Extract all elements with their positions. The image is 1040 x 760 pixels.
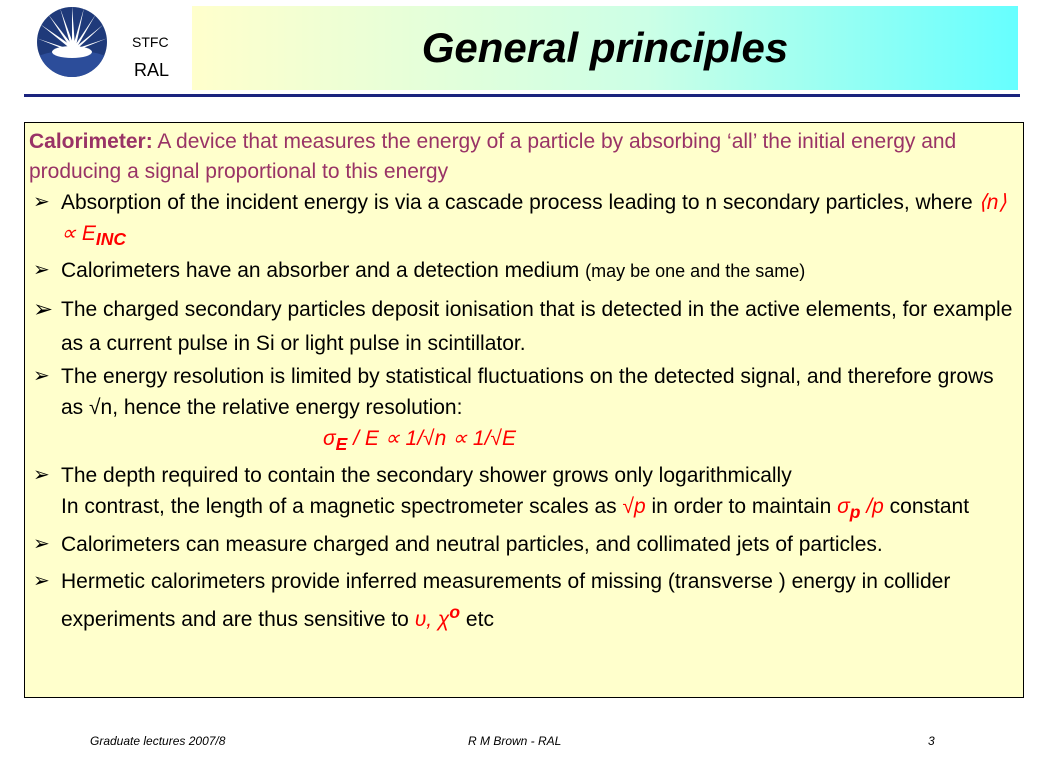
arrow-bullet-icon: ➢ bbox=[33, 296, 54, 324]
bullet-text: Absorption of the incident energy is via a cascade process leading to n secondary particles, where bbox=[61, 191, 979, 214]
bullet-depth: ➢ The depth required to contain the secondary shower grows only logarithmically In contrast, the length of a magnetic spectrometer scales as √p in order to maintain $\sigma_p$ /p constant bbox=[29, 460, 1015, 528]
title-bar bbox=[192, 6, 1018, 90]
arrow-bullet-icon: ➢ bbox=[33, 259, 50, 282]
org-name-top: STFC bbox=[132, 34, 169, 50]
bullet-text: The depth required to contain the secondary shower grows only logarithmically bbox=[61, 464, 792, 488]
arrow-bullet-icon: ➢ bbox=[33, 464, 50, 487]
definition-text: A device that measures the energy of a particle by absorbing ‘all’ the initial energy and producing a signal proportional to this energy bbox=[29, 130, 957, 183]
slide-title: General principles bbox=[421, 24, 789, 71]
cascade-formula: ⟨n⟩ ∝ $E_{INC}$ bbox=[61, 191, 1007, 250]
bullet-text: The charged secondary particles deposit ionisation that is detected in the active elements, for example as a current pulse in Si or light pulse in scintillator. bbox=[61, 298, 1013, 356]
bullet-text: The energy resolution is limited by statistical fluctuations on the detected signal, and therefore grows as bbox=[61, 365, 994, 420]
stfc-logo bbox=[36, 6, 108, 78]
bullet-note: (may be one and the same) bbox=[585, 261, 806, 282]
bullet-text: Calorimeters can measure charged and neutral particles, and collimated jets of particles. bbox=[61, 532, 883, 556]
arrow-bullet-icon: ➢ bbox=[33, 191, 50, 213]
bullet-hermetic: ➢ Hermetic calorimeters provide inferred measurements of missing (transverse ) energy in collider experiments and are thus sensitive to υ, $\chi^o$ etc bbox=[29, 566, 1015, 635]
footer-author: R M Brown - RAL bbox=[468, 734, 562, 748]
bullet-absorber bbox=[29, 255, 1015, 287]
bullet-text: Calorimeters have an absorber and a detection medium bbox=[61, 259, 586, 283]
calorimeter-definition bbox=[29, 127, 1015, 187]
footer-page-number: 3 bbox=[928, 734, 935, 748]
sigma-p-formula: $\sigma_p$ /p bbox=[837, 495, 884, 523]
bullet-text: Hermetic calorimeters provide inferred measurements of missing (transverse ) energy in collider experiments and are thus sensitive to bbox=[61, 569, 951, 631]
bullet-list bbox=[29, 187, 1015, 635]
bullet-text-end: , hence the relative energy resolution: bbox=[112, 396, 463, 420]
bullet-ionisation bbox=[29, 293, 1015, 361]
content-box bbox=[24, 122, 1024, 698]
footer-course: Graduate lectures 2007/8 bbox=[90, 734, 226, 748]
arrow-bullet-icon: ➢ bbox=[33, 532, 50, 555]
bullet-resolution bbox=[29, 361, 1015, 460]
bullet-cascade bbox=[29, 187, 1015, 255]
definition-label: Calorimeter: bbox=[29, 130, 153, 153]
org-name-bottom: RAL bbox=[134, 60, 170, 80]
bullet-neutral bbox=[29, 529, 1015, 560]
sqrt-n: √n bbox=[89, 396, 113, 420]
resolution-formula: $\sigma_E / E \propto 1/√n \propto 1/√E$ bbox=[323, 427, 516, 455]
header-rule bbox=[24, 94, 1020, 97]
arrow-bullet-icon: ➢ bbox=[33, 365, 50, 388]
particle-symbols: υ, $\chi^o$ bbox=[414, 601, 461, 631]
sqrt-p: √p bbox=[622, 495, 646, 519]
arrow-bullet-icon: ➢ bbox=[33, 569, 50, 592]
